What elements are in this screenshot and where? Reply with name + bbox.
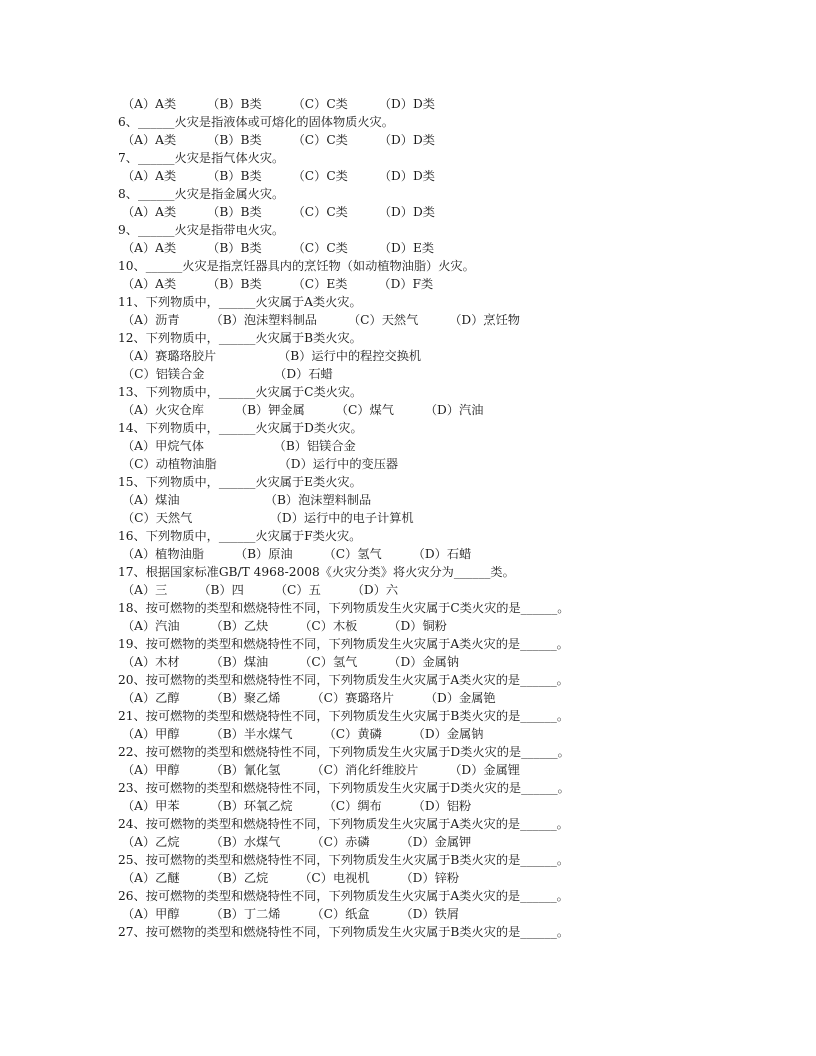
question-line: 16、下列物质中，______火灾属于F类火灾。 bbox=[118, 529, 362, 543]
options-line: （A）A类 （B）B类 （C）C类 （D）E类 bbox=[122, 241, 435, 255]
question-line: 10、______火灾是指烹饪器具内的烹饪物（如动植物油脂）火灾。 bbox=[118, 259, 475, 273]
options-line: （A）赛璐珞胶片 （B）运行中的程控交换机 bbox=[122, 349, 422, 363]
question-line: 23、按可燃物的类型和燃烧特性不同，下列物质发生火灾属于D类火灾的是______。 bbox=[118, 781, 570, 795]
options-line: （A）A类 （B）B类 （C）C类 （D）D类 bbox=[122, 97, 435, 111]
question-line: 6、______火灾是指液体或可熔化的固体物质火灾。 bbox=[118, 115, 394, 129]
options-line: （A）木材 （B）煤油 （C）氢气 （D）金属钠 bbox=[122, 655, 460, 669]
question-line: 25、按可燃物的类型和燃烧特性不同，下列物质发生火灾属于B类火灾的是______。 bbox=[118, 853, 570, 867]
document-page bbox=[118, 95, 638, 941]
options-line: （A）甲醇 （B）丁二烯 （C）纸盒 （D）铁屑 bbox=[122, 907, 460, 921]
question-line: 21、按可燃物的类型和燃烧特性不同，下列物质发生火灾属于B类火灾的是______。 bbox=[118, 709, 570, 723]
question-line: 17、根据国家标准GB/T 4968-2008《火灾分类》将火灾分为______类。 bbox=[118, 565, 515, 579]
options-line: （C）铝镁合金 （D）石蜡 bbox=[122, 367, 333, 381]
options-line: （A）煤油 （B）泡沫塑料制品 bbox=[122, 493, 372, 507]
options-line: （A）植物油脂 （B）原油 （C）氢气 （D）石蜡 bbox=[122, 547, 472, 561]
options-line: （A）三 （B）四 （C）五 （D）六 bbox=[122, 583, 399, 597]
question-line: 27、按可燃物的类型和燃烧特性不同，下列物质发生火灾属于B类火灾的是______。 bbox=[118, 925, 570, 939]
options-line: （A）甲醇 （B）半水煤气 （C）黄磷 （D）金属钠 bbox=[122, 727, 484, 741]
question-line: 7、______火灾是指气体火灾。 bbox=[118, 151, 285, 165]
question-line: 18、按可燃物的类型和燃烧特性不同，下列物质发生火灾属于C类火灾的是______。 bbox=[118, 601, 570, 615]
question-line: 11、下列物质中，______火灾属于A类火灾。 bbox=[118, 295, 362, 309]
options-line: （A）A类 （B）B类 （C）C类 （D）D类 bbox=[122, 169, 435, 183]
options-line: （A）甲醇 （B）氰化氢 （C）消化纤维胶片 （D）金属锂 bbox=[122, 763, 520, 777]
options-line: （A）A类 （B）B类 （C）C类 （D）D类 bbox=[122, 133, 435, 147]
options-line: （C）天然气 （D）运行中的电子计算机 bbox=[122, 511, 414, 525]
question-line: 24、按可燃物的类型和燃烧特性不同，下列物质发生火灾属于A类火灾的是______。 bbox=[118, 817, 569, 831]
options-line: （A）沥青 （B）泡沫塑料制品 （C）天然气 （D）烹饪物 bbox=[122, 313, 520, 327]
question-line: 20、按可燃物的类型和燃烧特性不同，下列物质发生火灾属于A类火灾的是______。 bbox=[118, 673, 569, 687]
options-line: （A）火灾仓库 （B）钾金属 （C）煤气 （D）汽油 bbox=[122, 403, 484, 417]
question-line: 13、下列物质中，______火灾属于C类火灾。 bbox=[118, 385, 363, 399]
question-line: 8、______火灾是指金属火灾。 bbox=[118, 187, 285, 201]
options-line: （A）乙醇 （B）聚乙烯 （C）赛璐珞片 （D）金属铯 bbox=[122, 691, 496, 705]
options-line: （A）A类 （B）B类 （C）E类 （D）F类 bbox=[122, 277, 434, 291]
question-line: 26、按可燃物的类型和燃烧特性不同，下列物质发生火灾属于A类火灾的是______。 bbox=[118, 889, 569, 903]
options-line: （A）乙醚 （B）乙烷 （C）电视机 （D）锌粉 bbox=[122, 871, 460, 885]
question-line: 15、下列物质中，______火灾属于E类火灾。 bbox=[118, 475, 362, 489]
question-line: 19、按可燃物的类型和燃烧特性不同，下列物质发生火灾属于A类火灾的是______。 bbox=[118, 637, 569, 651]
options-line: （A）汽油 （B）乙炔 （C）木板 （D）铜粉 bbox=[122, 619, 447, 633]
options-line: （A）甲苯 （B）环氧乙烷 （C）绸布 （D）铝粉 bbox=[122, 799, 472, 813]
question-line: 22、按可燃物的类型和燃烧特性不同，下列物质发生火灾属于D类火灾的是______。 bbox=[118, 745, 570, 759]
options-line: （A）甲烷气体 （B）铝镁合金 bbox=[122, 439, 356, 453]
options-line: （A）A类 （B）B类 （C）C类 （D）D类 bbox=[122, 205, 435, 219]
options-line: （A）乙烷 （B）水煤气 （C）赤磷 （D）金属钾 bbox=[122, 835, 472, 849]
options-line: （C）动植物油脂 （D）运行中的变压器 bbox=[122, 457, 399, 471]
question-line: 12、下列物质中，______火灾属于B类火灾。 bbox=[118, 331, 362, 345]
question-line: 9、______火灾是指带电火灾。 bbox=[118, 223, 285, 237]
question-line: 14、下列物质中，______火灾属于D类火灾。 bbox=[118, 421, 363, 435]
